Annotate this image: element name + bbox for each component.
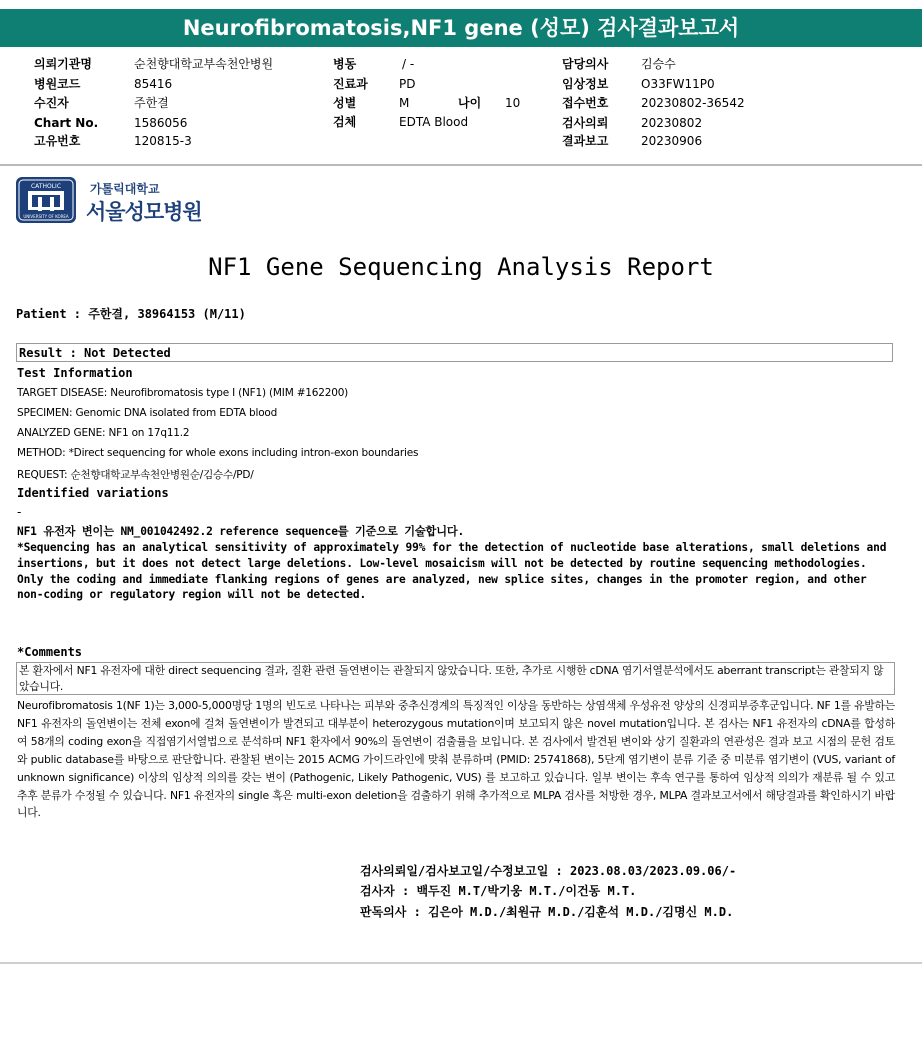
value-doctor: 김승수 (641, 57, 676, 71)
report-heading: NF1 Gene Sequencing Analysis Report (208, 253, 714, 281)
value-request-date: 20230802 (641, 116, 703, 130)
identified-variations-value: - (17, 505, 22, 519)
signature-physicians: 판독의사 : 김은아 M.D./최원규 M.D./김훈석 M.D./김명신 M.D. (360, 905, 734, 919)
hospital-logo-icon (16, 177, 76, 223)
info-specimen: SPECIMEN: Genomic DNA isolated from EDTA blood (17, 407, 278, 419)
label-chart-no: Chart No. (34, 116, 99, 130)
value-clinical-info: O33FW11P0 (641, 77, 715, 91)
value-specimen: EDTA Blood (399, 115, 469, 129)
comment-body: Neurofibromatosis 1(NF 1)는 3,000-5,000명당 1명의 빈도로 나타나는 피부와 중추신경계의 특징적인 이상을 동반하는 상염색체 우성유전 양상의 신경피부증후군입니다. NF 1를 유발하는 NF1 유전자의 돌연변이는 전체 exon에 걸쳐 돌연변이가 발견되고 대부분이 heterozygous mutation이며 보고되지 않은 novel mutation입니다. 본 검사는 NF1 유전자의 cDNA를 합성하여 58개의 coding exon을 직접염기서열법으로 분석하며 NF1 환자에서 90%의 돌연변이 검출률을 보입니다. 본 검사에서 발견된 변이와 상기 질환과의 연관성은 결과 보고 시점의 문헌 검토와 public database를 바탕으로 판단합니다. 관찰된 변이는 2015 ACMG 가이드라인에 맞춰 분류하며 (PMID: 25741868), 5단계 염기변이 분류 기준 중 미분류 염기변이 (VUS, variant of unknown significance) 이상의 임상적 의의를 갖는 변이 (Pathogenic, Likely Pathogenic, VUS) 를 보고하고 있습니다. 일부 변이는 후속 연구를 통하여 임상적 의의가 재분류 될 수 있고 추후 분류가 수정될 수 있습니다. NF1 유전자의 single 혹은 multi-exon deletion을 검출하기 위해 추가적으로 MLPA 검사를 처방한 경우, MLPA 결과보고서에서 해당결과를 확인하시기 바랍니다. (17, 699, 895, 820)
label-age: 나이 (458, 96, 482, 110)
footer-divider (0, 962, 922, 964)
label-sex: 성별 (333, 96, 357, 110)
info-analyzed-gene: ANALYZED GENE: NF1 on 17q11.2 (17, 427, 190, 439)
result-box: Result : Not Detected (16, 343, 893, 362)
value-unique-no: 120815-3 (134, 134, 192, 148)
info-request: REQUEST: 순천향대학교부속천안병원순/김승수/PD/ (17, 469, 254, 481)
label-hospital-code: 병원코드 (34, 77, 81, 91)
patient-line: Patient : 주한결, 38964153 (M/11) (16, 307, 246, 321)
label-request-date: 검사의뢰 (562, 116, 609, 130)
identified-variations-title: Identified variations (17, 486, 169, 500)
comment-summary-box: 본 환자에서 NF1 유전자에 대한 direct sequencing 결과, 질환 관련 돌연변이는 관찰되지 않았습니다. 또한, 추가로 시행한 cDNA 염기서열분석에서도 aberrant transcript는 관찰되지 않았습니다. (16, 662, 895, 695)
hospital-university-name: 가톨릭대학교 (90, 182, 160, 196)
logo-bottom-text: UNIVERSITY OF KOREA (23, 214, 69, 219)
info-target-disease: TARGET DISEASE: Neurofibromatosis type I (NF1) (MIM #162200) (17, 387, 349, 399)
label-institution: 의뢰기관명 (34, 57, 92, 71)
logo-top-text: CATHOLIC (30, 183, 62, 190)
value-patient: 주한결 (134, 96, 169, 110)
label-accession-no: 접수번호 (562, 96, 609, 110)
label-unique-no: 고유번호 (34, 134, 81, 148)
label-specimen: 검체 (333, 115, 357, 129)
label-doctor: 담당의사 (562, 57, 609, 71)
reference-note: NF1 유전자 변이는 NM_001042492.2 reference sequence를 기준으로 기술합니다. (17, 525, 465, 538)
value-chart-no: 1586056 (134, 116, 188, 130)
value-accession-no: 20230802-36542 (641, 96, 745, 110)
comments-title: *Comments (17, 645, 83, 659)
label-ward: 병동 (333, 57, 357, 71)
label-department: 진료과 (333, 77, 368, 91)
header-divider (0, 164, 922, 166)
value-hospital-code: 85416 (134, 77, 173, 91)
signature-technicians: 검사자 : 백두진 M.T/박기웅 M.T./이건동 M.T. (360, 884, 637, 898)
value-institution: 순천향대학교부속천안병원 (134, 57, 274, 71)
report-title-bar: Neurofibromatosis,NF1 gene (성모) 검사결과보고서 (0, 9, 922, 47)
value-ward: / - (402, 57, 415, 71)
label-clinical-info: 임상정보 (562, 77, 609, 91)
value-age: 10 (505, 96, 521, 110)
info-method: METHOD: *Direct sequencing for whole exons including intron-exon boundaries (17, 447, 419, 459)
value-report-date: 20230906 (641, 134, 703, 148)
value-department: PD (399, 77, 416, 91)
value-sex: M (399, 96, 410, 110)
label-patient: 수진자 (34, 96, 69, 110)
test-info-title: Test Information (17, 366, 133, 380)
sensitivity-note: *Sequencing has an analytical sensitivity of approximately 99% for the detection of nucleotide base alterations, small deletions and insertions, but it does not detect large deletions. Low-level mosaicism will not be detected by routine sequencing methodologies. Only the coding and immediate flanking regions of genes are analyzed, new splice sites, changes in the promoter region, and other non-coding or regulatory region will not be detected. (17, 541, 887, 602)
signature-dates: 검사의뢰일/검사보고일/수정보고일 : 2023.08.03/2023.09.06/- (360, 864, 737, 878)
hospital-name: 서울성모병원 (86, 200, 202, 224)
label-report-date: 결과보고 (562, 134, 609, 148)
